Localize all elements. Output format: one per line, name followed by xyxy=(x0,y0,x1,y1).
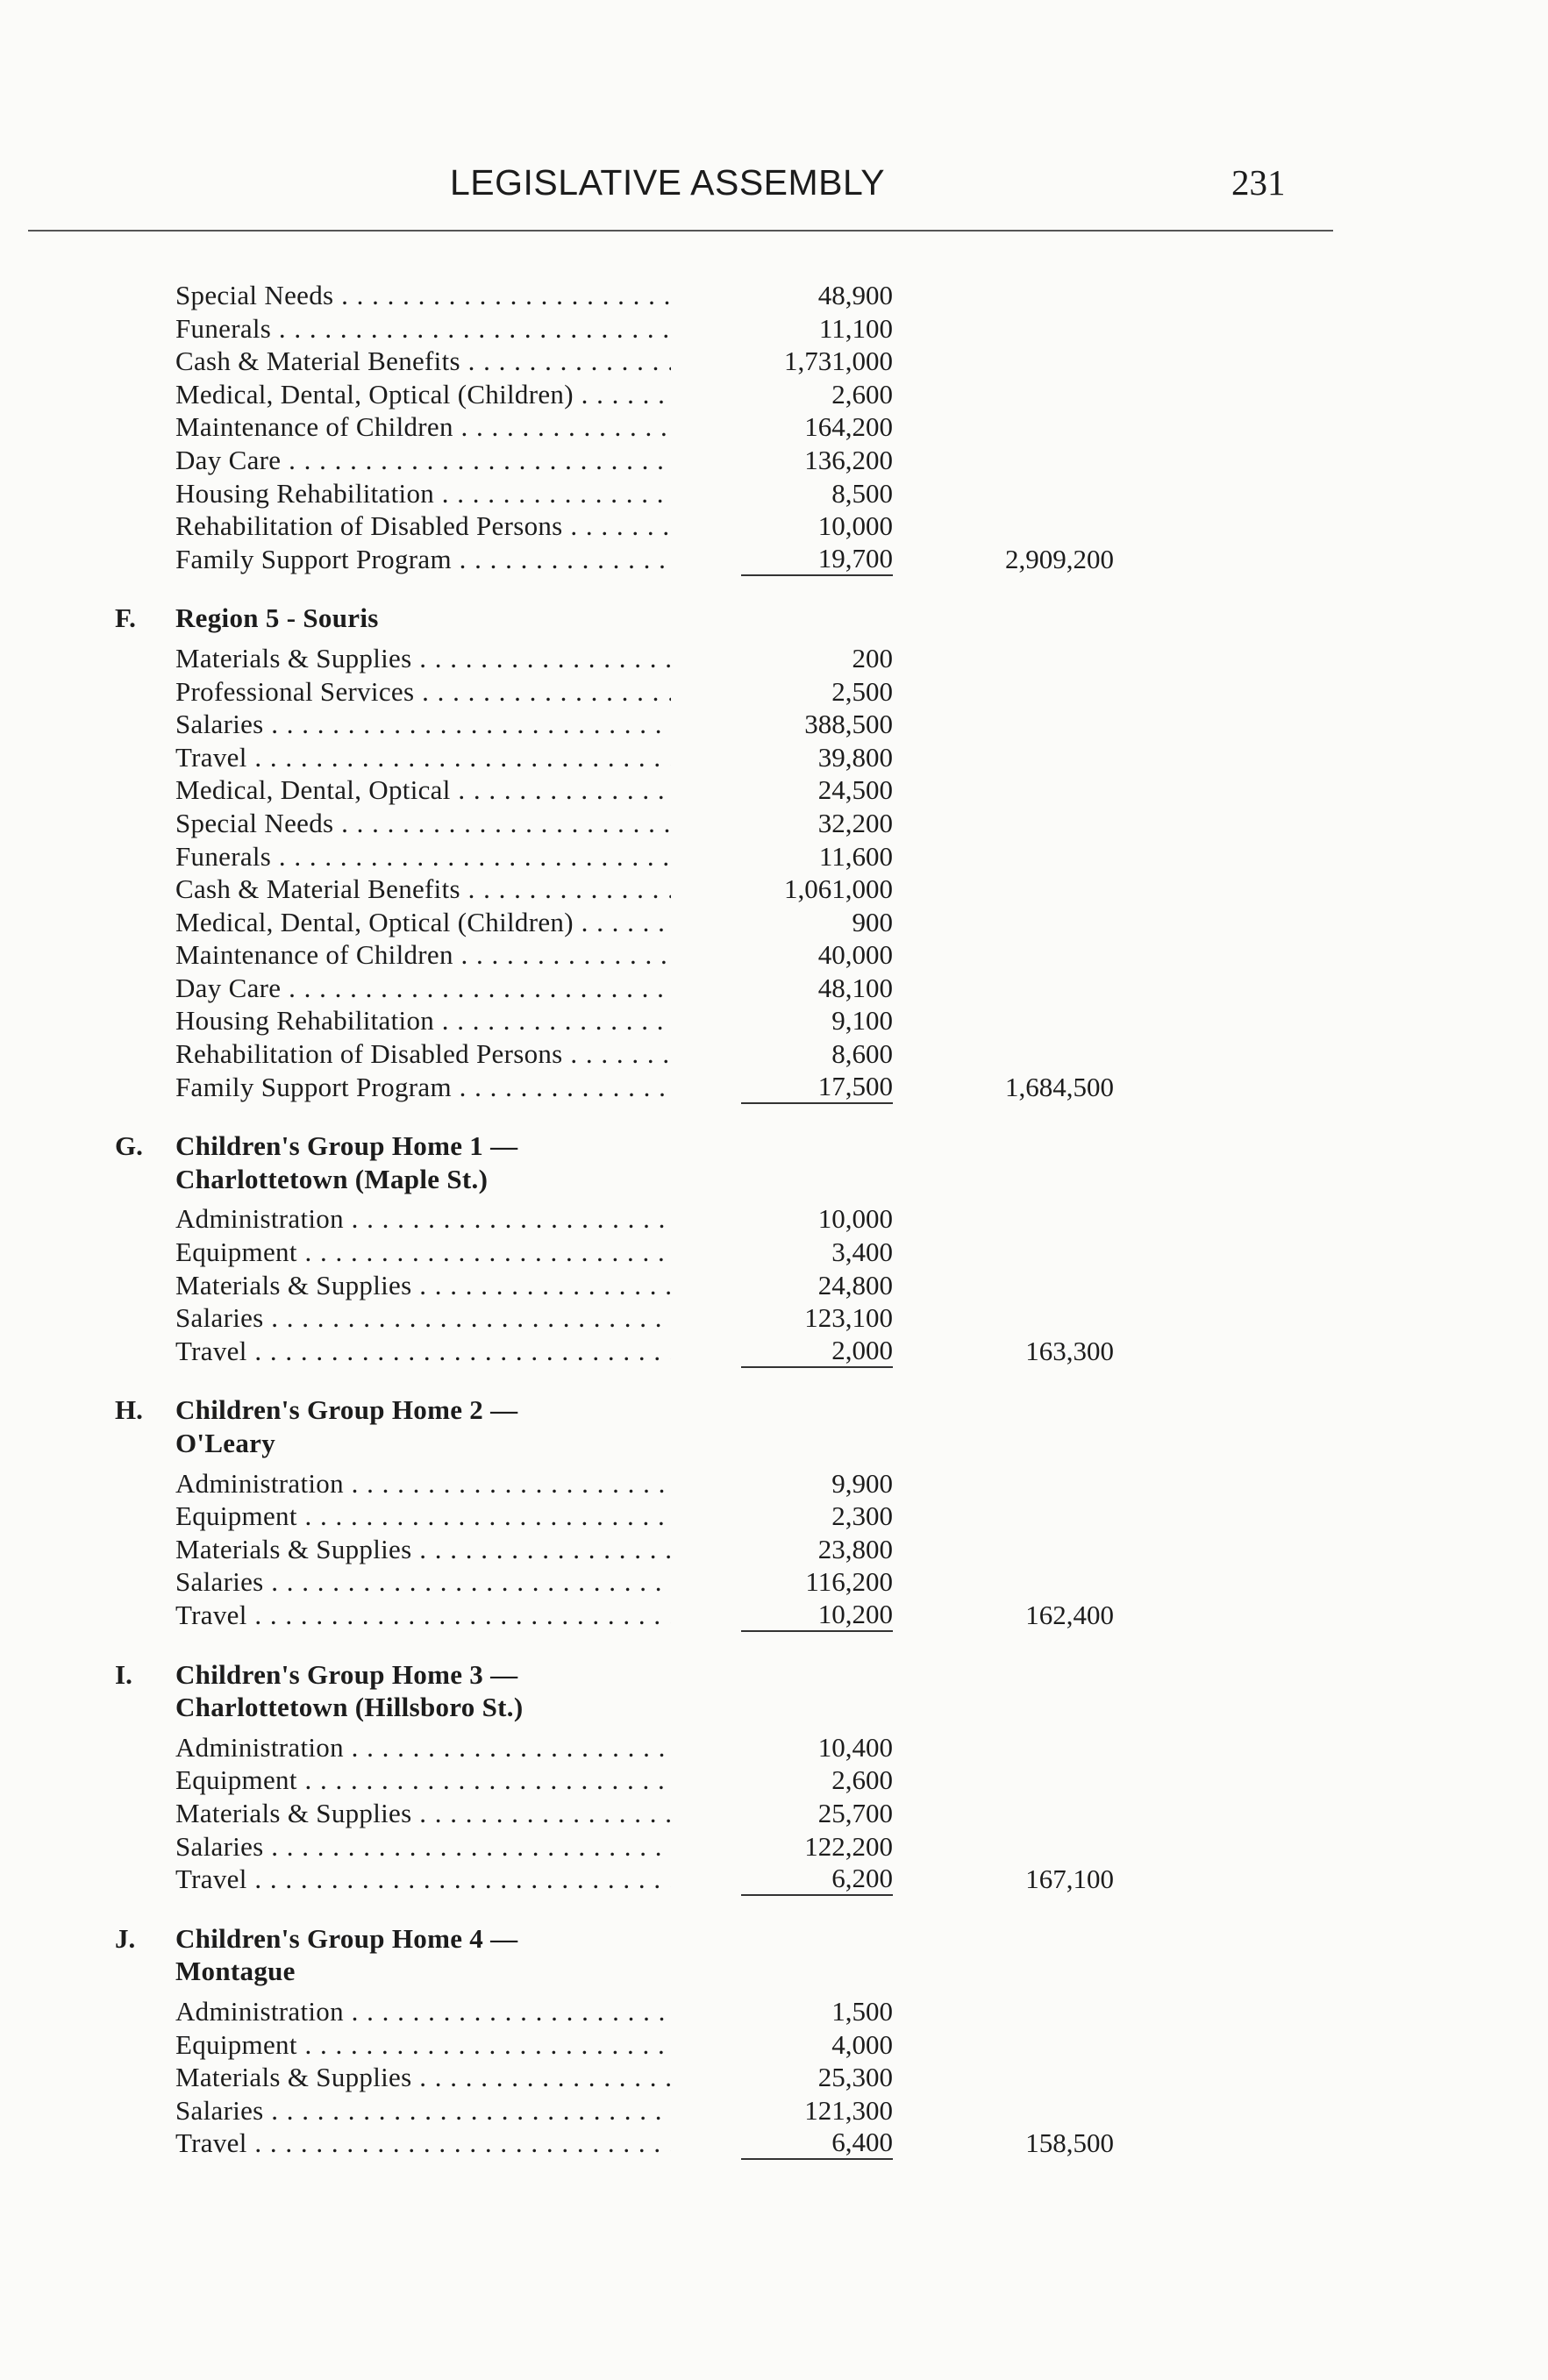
heading-spacer xyxy=(0,1195,1548,1202)
line-item-label: Medical, Dental, Optical (Children) . . . xyxy=(175,378,671,411)
line-item-label: Maintenance of Children . . . xyxy=(175,410,671,444)
section-title-line: Charlottetown (Hillsboro St.) xyxy=(175,1692,524,1723)
line-item-label: Maintenance of Children . . . xyxy=(175,938,671,972)
line-item-amount: 200 xyxy=(852,642,893,673)
line-item-amount: 3,400 xyxy=(831,1236,893,1268)
section-total: 158,500 xyxy=(1025,2127,1114,2159)
line-item xyxy=(0,773,1548,807)
section-heading xyxy=(0,1658,1548,1724)
line-item-label: Materials & Supplies . . . xyxy=(175,1797,671,1830)
line-item-amount: 9,900 xyxy=(831,1467,893,1499)
line-item xyxy=(0,1071,1548,1104)
line-item-amount: 19,700 xyxy=(741,543,893,576)
line-item xyxy=(0,2094,1548,2127)
line-item-amount: 6,200 xyxy=(741,1863,893,1896)
line-item xyxy=(0,1335,1548,1368)
line-item-amount: 48,900 xyxy=(817,280,893,310)
line-item-label: Travel . . . xyxy=(175,741,671,774)
line-item xyxy=(0,708,1548,741)
line-item-label: Cash & Material Benefits . . . xyxy=(175,345,671,378)
line-item-amount: 900 xyxy=(852,906,893,937)
line-item-amount: 2,600 xyxy=(831,1764,893,1796)
line-item xyxy=(0,410,1548,444)
line-item xyxy=(0,1764,1548,1797)
line-item xyxy=(0,1995,1548,2028)
line-item xyxy=(0,642,1548,675)
line-item-label: Travel . . . xyxy=(175,1863,671,1896)
line-item-amount: 10,000 xyxy=(817,510,893,542)
line-item-label: Materials & Supplies . . . xyxy=(175,2061,671,2094)
section-heading xyxy=(0,1393,1548,1459)
line-item-label: Materials & Supplies . . . xyxy=(175,1269,671,1302)
line-item xyxy=(0,1599,1548,1632)
line-item-label: Day Care . . . xyxy=(175,444,671,477)
budget-listing xyxy=(0,279,1548,2160)
line-item-amount: 136,200 xyxy=(804,444,893,475)
line-item-amount: 24,500 xyxy=(817,774,893,806)
line-item-amount: 388,500 xyxy=(804,709,893,740)
line-item xyxy=(0,1004,1548,1037)
line-item-label: Housing Rehabilitation . . . xyxy=(175,1004,671,1037)
line-item-amount: 164,200 xyxy=(804,411,893,443)
line-item xyxy=(0,1269,1548,1302)
line-item-label: Travel . . . xyxy=(175,1335,671,1368)
line-item-amount: 25,700 xyxy=(817,1797,893,1828)
line-item xyxy=(0,675,1548,709)
line-item-label: Rehabilitation of Disabled Persons . . . xyxy=(175,1037,671,1071)
line-item-label: Administration . . . xyxy=(175,1467,671,1500)
line-item-amount: 2,000 xyxy=(741,1335,893,1368)
heading-spacer xyxy=(0,1460,1548,1467)
section-heading xyxy=(0,1129,1548,1195)
line-item-label: Rehabilitation of Disabled Persons . . . xyxy=(175,509,671,543)
line-item-amount: 40,000 xyxy=(817,939,893,971)
line-item xyxy=(0,1500,1548,1533)
line-item xyxy=(0,840,1548,873)
section-total: 1,684,500 xyxy=(1005,1071,1114,1102)
section-letter: I. xyxy=(115,1658,132,1690)
line-item-label: Materials & Supplies . . . xyxy=(175,1533,671,1566)
heading-spacer xyxy=(0,635,1548,642)
page-title: LEGISLATIVE ASSEMBLY xyxy=(450,162,886,203)
line-item-label: Equipment . . . xyxy=(175,2028,671,2062)
line-item-label: Salaries . . . xyxy=(175,1830,671,1863)
line-item-amount: 122,200 xyxy=(804,1830,893,1862)
line-item-amount: 4,000 xyxy=(831,2028,893,2060)
line-item-label: Cash & Material Benefits . . . xyxy=(175,873,671,906)
section-spacer xyxy=(0,575,1548,602)
line-item-amount: 2,300 xyxy=(831,1500,893,1532)
page-header xyxy=(0,156,1548,209)
line-item xyxy=(0,2028,1548,2062)
line-item-amount: 11,600 xyxy=(818,840,893,872)
line-item-label: Special Needs . . . xyxy=(175,279,671,312)
line-item xyxy=(0,279,1548,312)
line-item-label: Materials & Supplies . . . xyxy=(175,642,671,675)
line-item xyxy=(0,741,1548,774)
line-item-label: Equipment . . . xyxy=(175,1500,671,1533)
line-item-amount: 23,800 xyxy=(817,1533,893,1564)
line-item xyxy=(0,2127,1548,2160)
line-item-amount: 10,000 xyxy=(817,1203,893,1235)
line-item-amount: 32,200 xyxy=(817,807,893,838)
line-item-amount: 48,100 xyxy=(817,972,893,1003)
line-item xyxy=(0,1301,1548,1335)
header-rule xyxy=(28,230,1333,232)
section-spacer xyxy=(0,1896,1548,1922)
section-title-line: Children's Group Home 2 — xyxy=(175,1394,518,1426)
line-item xyxy=(0,807,1548,840)
line-item-amount: 17,500 xyxy=(741,1071,893,1104)
line-item-amount: 1,061,000 xyxy=(784,873,893,905)
line-item xyxy=(0,1202,1548,1236)
line-item-amount: 24,800 xyxy=(817,1269,893,1300)
line-item-amount: 121,300 xyxy=(804,2094,893,2126)
section-spacer xyxy=(0,1367,1548,1393)
line-item xyxy=(0,2061,1548,2094)
section-title-line: Children's Group Home 1 — xyxy=(175,1130,518,1162)
section-total: 163,300 xyxy=(1025,1335,1114,1366)
line-item-amount: 9,100 xyxy=(831,1005,893,1037)
section-title-line: Montague xyxy=(175,1956,296,1987)
section-total: 162,400 xyxy=(1025,1599,1114,1630)
line-item-label: Equipment . . . xyxy=(175,1764,671,1797)
line-item-label: Travel . . . xyxy=(175,1599,671,1632)
line-item-label: Family Support Program . . . xyxy=(175,1071,671,1104)
section-spacer xyxy=(0,1103,1548,1129)
line-item xyxy=(0,312,1548,346)
line-item-amount: 8,500 xyxy=(831,477,893,509)
line-item-label: Funerals . . . xyxy=(175,840,671,873)
line-item xyxy=(0,906,1548,939)
line-item-label: Administration . . . xyxy=(175,1202,671,1236)
line-item-amount: 116,200 xyxy=(805,1566,893,1598)
section-letter: F. xyxy=(115,602,136,634)
page-number: 231 xyxy=(1231,162,1286,203)
line-item-amount: 2,600 xyxy=(831,378,893,410)
section-letter: J. xyxy=(115,1922,136,1954)
line-item xyxy=(0,1236,1548,1269)
line-item-label: Medical, Dental, Optical . . . xyxy=(175,773,671,807)
line-item xyxy=(0,477,1548,510)
section-heading xyxy=(0,1922,1548,1988)
line-item xyxy=(0,972,1548,1005)
section-title-line: Region 5 - Souris xyxy=(175,602,379,634)
section-heading xyxy=(0,602,1548,635)
line-item-label: Medical, Dental, Optical (Children) . . . xyxy=(175,906,671,939)
line-item xyxy=(0,1731,1548,1764)
line-item-amount: 10,200 xyxy=(741,1599,893,1632)
section-total: 167,100 xyxy=(1025,1863,1114,1895)
line-item-amount: 39,800 xyxy=(817,741,893,773)
heading-spacer xyxy=(0,1988,1548,1995)
line-item-amount: 1,731,000 xyxy=(784,346,893,377)
line-item-label: Housing Rehabilitation . . . xyxy=(175,477,671,510)
section-spacer xyxy=(0,1632,1548,1658)
line-item xyxy=(0,509,1548,543)
section-letter: H. xyxy=(115,1394,143,1426)
line-item xyxy=(0,543,1548,576)
section-title-line: Children's Group Home 3 — xyxy=(175,1658,518,1690)
line-item-amount: 1,500 xyxy=(831,1995,893,2027)
line-item-label: Funerals . . . xyxy=(175,312,671,346)
line-item xyxy=(0,1467,1548,1500)
line-item xyxy=(0,1533,1548,1566)
line-item-amount: 25,300 xyxy=(817,2062,893,2093)
line-item xyxy=(0,1863,1548,1896)
line-item xyxy=(0,378,1548,411)
line-item-amount: 10,400 xyxy=(817,1731,893,1763)
line-item-label: Family Support Program . . . xyxy=(175,543,671,576)
line-item xyxy=(0,938,1548,972)
section-title-line: Children's Group Home 4 — xyxy=(175,1922,518,1954)
line-item-label: Salaries . . . xyxy=(175,2094,671,2127)
line-item-label: Salaries . . . xyxy=(175,708,671,741)
line-item xyxy=(0,1797,1548,1830)
line-item xyxy=(0,345,1548,378)
line-item-amount: 8,600 xyxy=(831,1038,893,1070)
line-item-amount: 123,100 xyxy=(804,1302,893,1334)
line-item xyxy=(0,1037,1548,1071)
section-title-line: Charlottetown (Maple St.) xyxy=(175,1163,489,1194)
heading-spacer xyxy=(0,1724,1548,1731)
line-item-label: Administration . . . xyxy=(175,1731,671,1764)
line-item-label: Special Needs . . . xyxy=(175,807,671,840)
line-item-label: Day Care . . . xyxy=(175,972,671,1005)
line-item xyxy=(0,1830,1548,1863)
line-item-amount: 2,500 xyxy=(831,675,893,707)
section-title-line: O'Leary xyxy=(175,1428,276,1458)
line-item-label: Professional Services . . . xyxy=(175,675,671,709)
section-total: 2,909,200 xyxy=(1005,543,1114,574)
line-item-label: Administration . . . xyxy=(175,1995,671,2028)
line-item-label: Travel . . . xyxy=(175,2127,671,2160)
line-item xyxy=(0,873,1548,906)
line-item-label: Salaries . . . xyxy=(175,1565,671,1599)
section-letter: G. xyxy=(115,1130,143,1162)
line-item-label: Salaries . . . xyxy=(175,1301,671,1335)
line-item-label: Equipment . . . xyxy=(175,1236,671,1269)
line-item-amount: 11,100 xyxy=(818,312,893,344)
line-item-amount: 6,400 xyxy=(741,2127,893,2160)
line-item xyxy=(0,1565,1548,1599)
line-item xyxy=(0,444,1548,477)
